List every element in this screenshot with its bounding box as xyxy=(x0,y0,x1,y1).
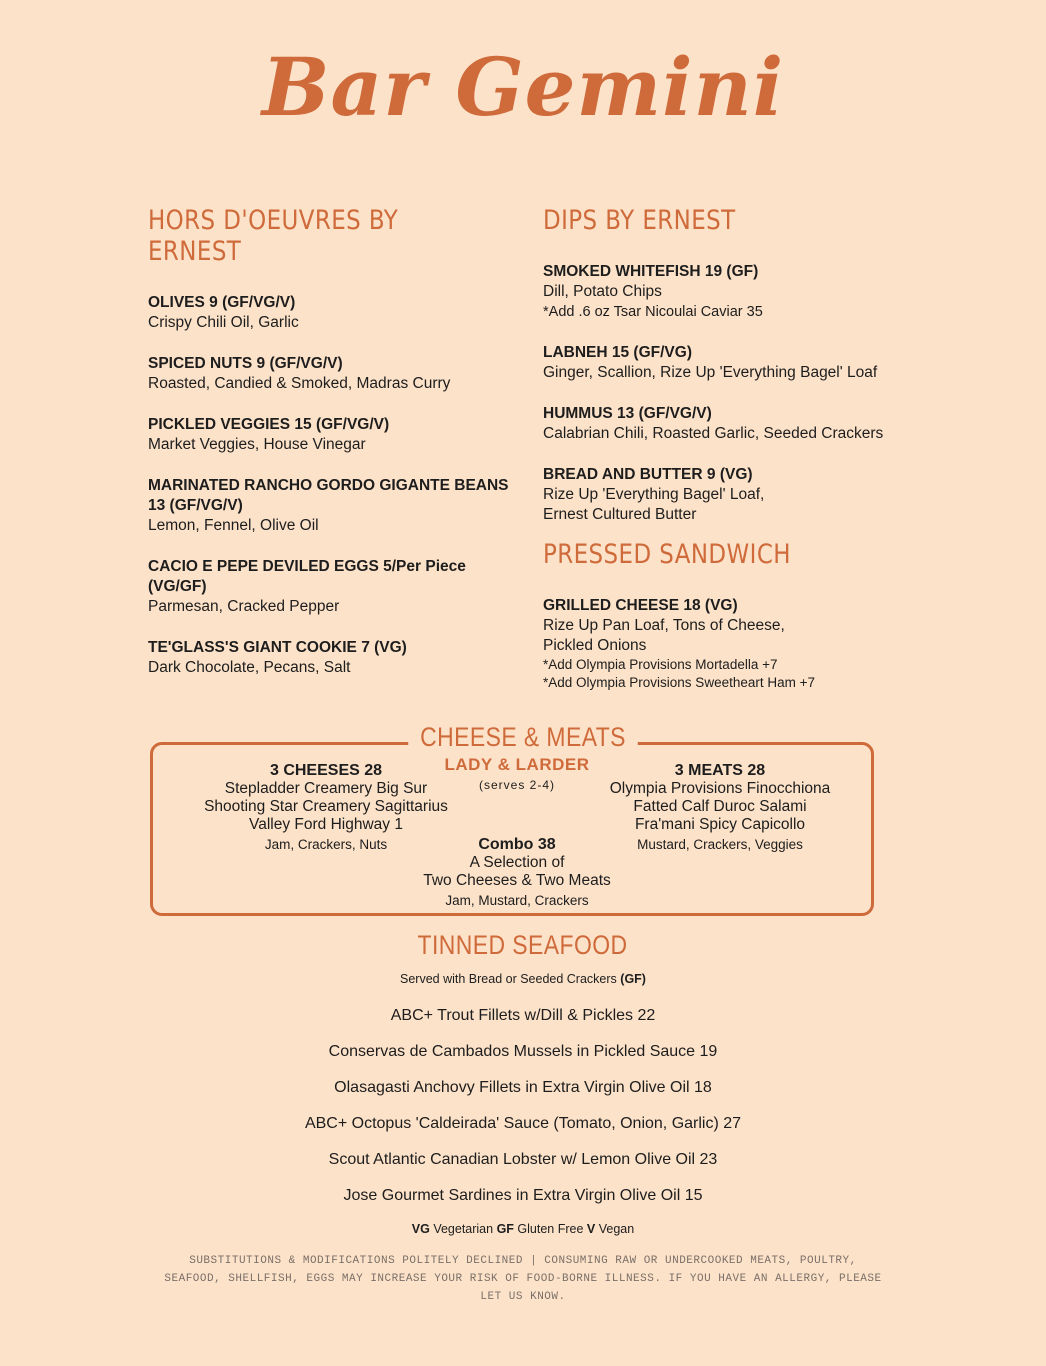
section-title-pressed-sandwich: PRESSED SANDWICH xyxy=(543,539,791,570)
item-desc: Calabrian Chili, Roasted Garlic, Seeded Crackers xyxy=(543,425,884,442)
meat-line: Fra'mani Spicy Capicollo xyxy=(634,816,806,833)
item-desc: Lemon, Fennel, Olive Oil xyxy=(148,517,319,534)
legend-vg-text: Vegetarian xyxy=(433,1222,494,1236)
dips-section xyxy=(543,205,943,713)
item-name: PICKLED VEGGIES 15 (GF/VG/V) xyxy=(148,416,390,433)
tinned-served-note xyxy=(0,972,1046,986)
section-title-cheese-meats xyxy=(0,722,1046,753)
tinned-title-text: TINNED SEAFOOD xyxy=(418,930,628,960)
meats-block xyxy=(590,762,850,854)
meat-line: Olympia Provisions Finocchiona xyxy=(609,780,831,797)
combo-accompaniments: Jam, Mustard, Crackers xyxy=(445,893,589,908)
cheese-line: Shooting Star Creamery Sagittarius xyxy=(204,798,448,815)
menu-item xyxy=(148,476,518,536)
list-item: Scout Atlantic Canadian Lobster w/ Lemon Olive Oil 23 xyxy=(328,1151,718,1168)
item-desc: Market Veggies, House Vinegar xyxy=(148,436,366,453)
item-desc: Dark Chocolate, Pecans, Salt xyxy=(148,659,351,676)
item-addon: *Add Olympia Provisions Sweetheart Ham +7 xyxy=(543,675,815,690)
lady-larder-subtitle: LADY & LARDER xyxy=(444,755,590,774)
list-item: ABC+ Trout Fillets w/Dill & Pickles 22 xyxy=(390,1007,656,1024)
tinned-list xyxy=(0,1004,1046,1220)
hors-doeuvres-section xyxy=(148,205,518,699)
item-desc: Ginger, Scallion, Rize Up 'Everything Bagel' Loaf xyxy=(543,364,878,381)
meat-line: Fatted Calf Duroc Salami xyxy=(633,798,807,815)
combo-head: Combo 38 xyxy=(478,836,556,853)
serves-note: (serves 2-4) xyxy=(478,778,555,792)
cheese-accompaniments: Jam, Crackers, Nuts xyxy=(264,837,388,852)
menu-item xyxy=(148,557,518,617)
item-name: LABNEH 15 (GF/VG) xyxy=(543,344,692,361)
menu-item xyxy=(148,293,518,333)
meats-head: 3 MEATS 28 xyxy=(674,762,766,779)
menu-item xyxy=(148,638,518,678)
combo-block xyxy=(410,836,624,910)
combo-line: Two Cheeses & Two Meats xyxy=(423,872,611,889)
section-title-hors-doeuvres: HORS D'OEUVRES BY ERNEST xyxy=(148,205,399,267)
item-desc: Parmesan, Cracked Pepper xyxy=(148,598,340,615)
cheese-line: Valley Ford Highway 1 xyxy=(249,816,403,833)
item-desc: Roasted, Candied & Smoked, Madras Curry xyxy=(148,375,451,392)
item-name: MARINATED RANCHO GORDO GIGANTE BEANS 13 (GF/VG/V) xyxy=(148,477,509,514)
legend-gf: GF xyxy=(496,1222,514,1236)
item-name: OLIVES 9 (GF/VG/V) xyxy=(148,294,296,311)
item-addon: *Add Olympia Provisions Mortadella +7 xyxy=(543,657,778,672)
combo-line: A Selection of xyxy=(469,854,565,871)
menu-item xyxy=(543,262,943,322)
item-name: HUMMUS 13 (GF/VG/V) xyxy=(543,405,712,422)
item-desc: Pickled Onions xyxy=(543,637,647,654)
served-text: Served with Bread or Seeded Crackers xyxy=(400,972,617,986)
cheese-meats-title-text: CHEESE & MEATS xyxy=(408,722,638,753)
list-item: Olasagasti Anchovy Fillets in Extra Virgin Olive Oil 18 xyxy=(334,1079,712,1096)
item-name: SMOKED WHITEFISH 19 (GF) xyxy=(543,263,759,280)
legend-vg: VG xyxy=(411,1222,430,1236)
dietary-legend xyxy=(0,1222,1046,1236)
menu-item xyxy=(148,415,518,455)
legend-v: V xyxy=(586,1222,596,1236)
list-item: Conservas de Cambados Mussels in Pickled Sauce 19 xyxy=(328,1043,718,1060)
cheeses-head: 3 CHEESES 28 xyxy=(269,762,383,779)
section-title-dips: DIPS BY ERNEST xyxy=(543,205,736,236)
item-desc: Crispy Chili Oil, Garlic xyxy=(148,314,299,331)
menu-item xyxy=(543,596,943,692)
item-extra: *Add .6 oz Tsar Nicoulai Caviar 35 xyxy=(543,304,763,320)
item-name: SPICED NUTS 9 (GF/VG/V) xyxy=(148,355,343,372)
item-name: TE'GLASS'S GIANT COOKIE 7 (VG) xyxy=(148,639,407,656)
item-name: CACIO E PEPE DEVILED EGGS 5/Per Piece (VG/GF) xyxy=(148,558,466,595)
menu-item xyxy=(543,343,943,383)
item-desc: Rize Up 'Everything Bagel' Loaf, xyxy=(543,486,765,503)
logo: Bar Gemini xyxy=(261,40,785,134)
meat-accompaniments: Mustard, Crackers, Veggies xyxy=(637,837,803,852)
section-title-tinned-seafood xyxy=(0,930,1046,961)
list-item: ABC+ Octopus 'Caldeirada' Sauce (Tomato, Onion, Garlic) 27 xyxy=(304,1115,742,1132)
item-name: BREAD AND BUTTER 9 (VG) xyxy=(543,466,753,483)
disclaimer: SUBSTITUTIONS & MODIFICATIONS POLITELY DECLINED | CONSUMING RAW OR UNDERCOOKED MEATS, POULTRY, SEAFOOD, SHELLFISH, EGGS MAY INCREASE YOUR RISK OF FOOD-BORNE ILLNESS. IF YOU HAVE AN ALLERGY, PLEASE LET US KNOW. xyxy=(164,1255,882,1303)
legend-v-text: Vegan xyxy=(598,1222,635,1236)
item-desc: Rize Up Pan Loaf, Tons of Cheese, xyxy=(543,617,785,634)
item-name: GRILLED CHEESE 18 (VG) xyxy=(543,597,738,614)
menu-item xyxy=(148,354,518,394)
cheese-line: Stepladder Creamery Big Sur xyxy=(224,780,428,797)
menu-item xyxy=(543,465,943,525)
item-desc: Ernest Cultured Butter xyxy=(543,506,697,523)
list-item: Jose Gourmet Sardines in Extra Virgin Olive Oil 15 xyxy=(343,1187,703,1204)
legend-gf-text: Gluten Free xyxy=(517,1222,584,1236)
item-desc: Dill, Potato Chips xyxy=(543,283,662,300)
menu-item xyxy=(543,404,943,444)
served-gf: (GF) xyxy=(620,972,646,986)
